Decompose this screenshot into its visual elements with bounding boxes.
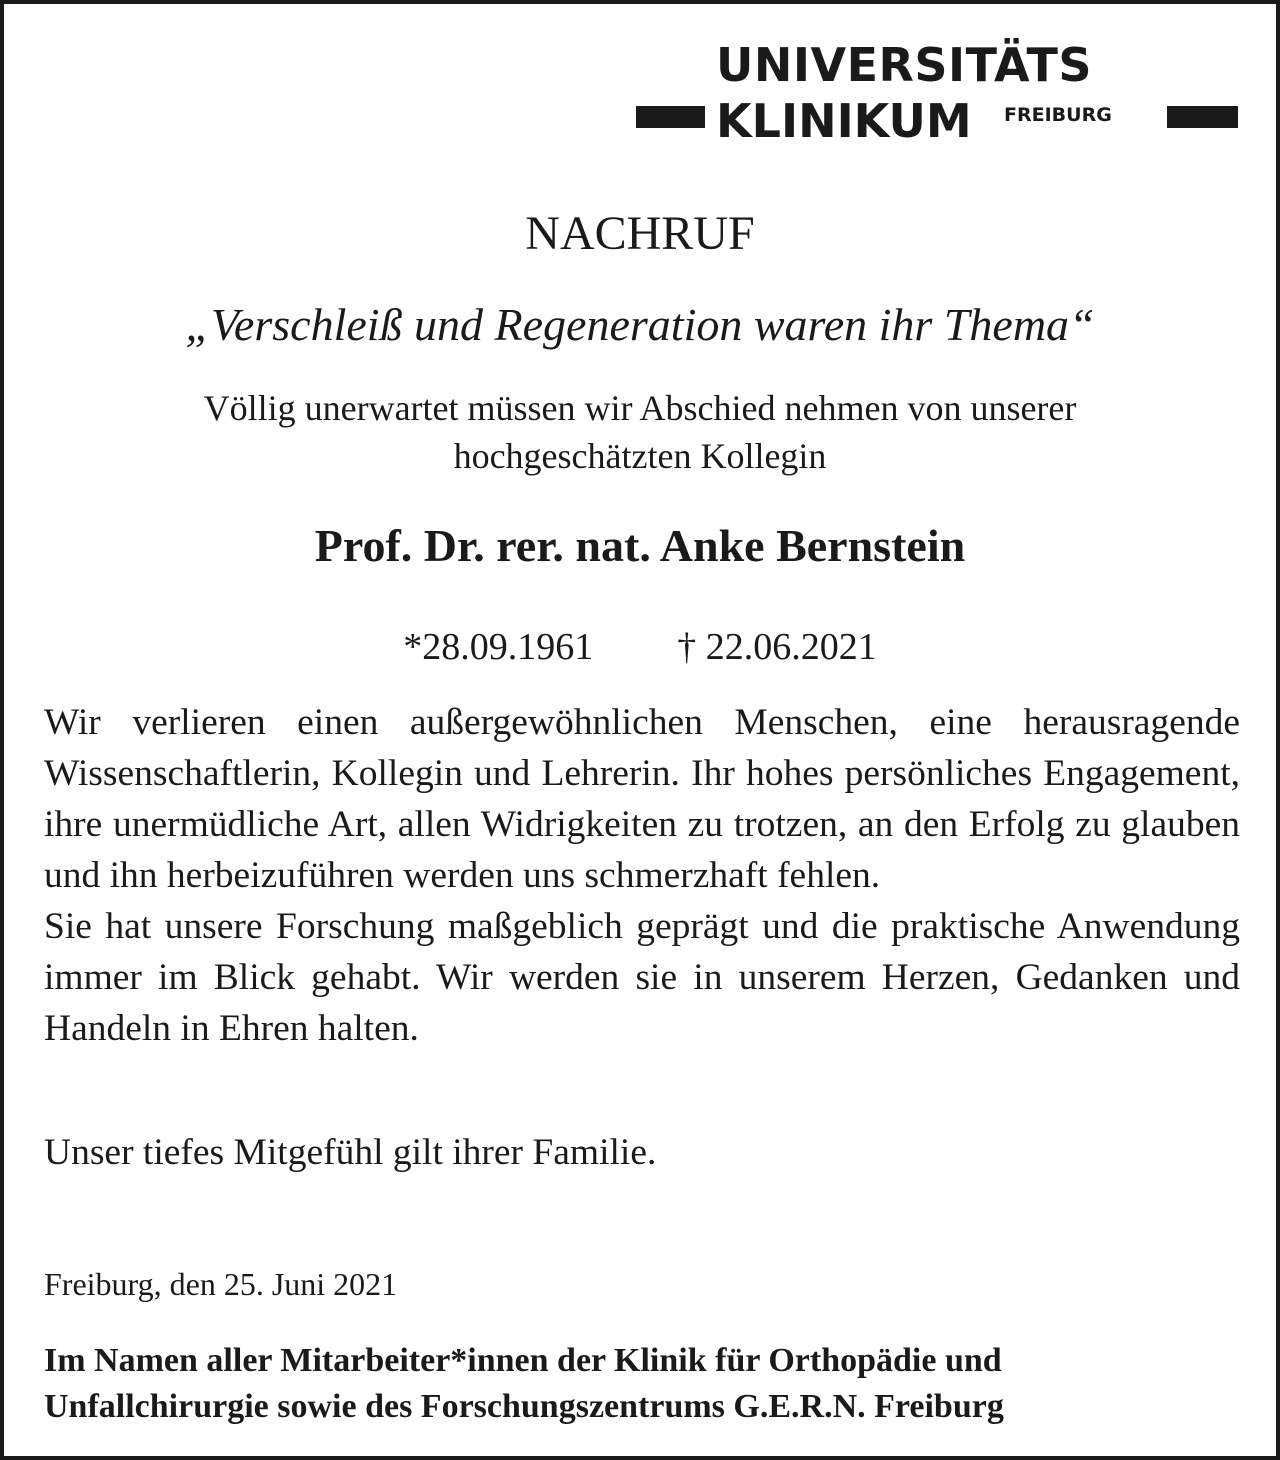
life-dates (4, 622, 1276, 672)
body-paragraph: Wir verlieren einen außergewöhnlichen Menschen, eine herausragende Wissenschaftlerin, Kollegin und Lehrerin. Ihr hohes persönliches Engagement, ihre unermüdliche Art, allen Widrigkeiten zu trotzen, an den Erfolg zu glauben und ihn herbeizuführen werden uns schmerzhaft fehlen. (44, 702, 1240, 896)
notice-heading: NACHRUF (525, 207, 755, 260)
birth-date: *28.09.1961 (403, 626, 594, 668)
logo-universitaets: UNIVERSITÄTS (716, 38, 1092, 92)
logo-bar-right (1167, 106, 1238, 128)
deceased-name: Prof. Dr. rer. nat. Anke Bernstein (314, 520, 966, 571)
logo-klinikum: KLINIKUM (716, 94, 972, 148)
intro-line: Völlig unerwartet müssen wir Abschied nehmen von unserer (203, 388, 1077, 428)
place-date: Freiburg, den 25. Juni 2021 (44, 1266, 398, 1302)
condolence-text: Unser tiefes Mitgefühl gilt ihrer Familie. (44, 1132, 657, 1173)
body-text (44, 697, 1240, 1054)
intro-text (4, 384, 1276, 480)
signature-line: Im Namen aller Mitarbeiter*innen der Klinik für Orthopädie und (44, 1342, 1002, 1379)
death-date: † 22.06.2021 (677, 626, 877, 668)
intro-line: hochgeschätzten Kollegin (453, 436, 827, 476)
quote: „Verschleiß und Regeneration waren ihr Thema“ (185, 299, 1095, 350)
signature-line: Unfallchirurgie sowie des Forschungszentrums G.E.R.N. Freiburg (44, 1388, 1004, 1425)
signature-block (44, 1338, 1004, 1430)
body-paragraph: Sie hat unsere Forschung maßgeblich geprägt und die praktische Anwendung immer im Blick gehabt. Wir werden sie in unserem Herzen, Gedanken und Handeln in Ehren halten. (44, 906, 1240, 1049)
logo-freiburg: FREIBURG (1004, 104, 1112, 126)
logo-bar-left (636, 106, 705, 128)
